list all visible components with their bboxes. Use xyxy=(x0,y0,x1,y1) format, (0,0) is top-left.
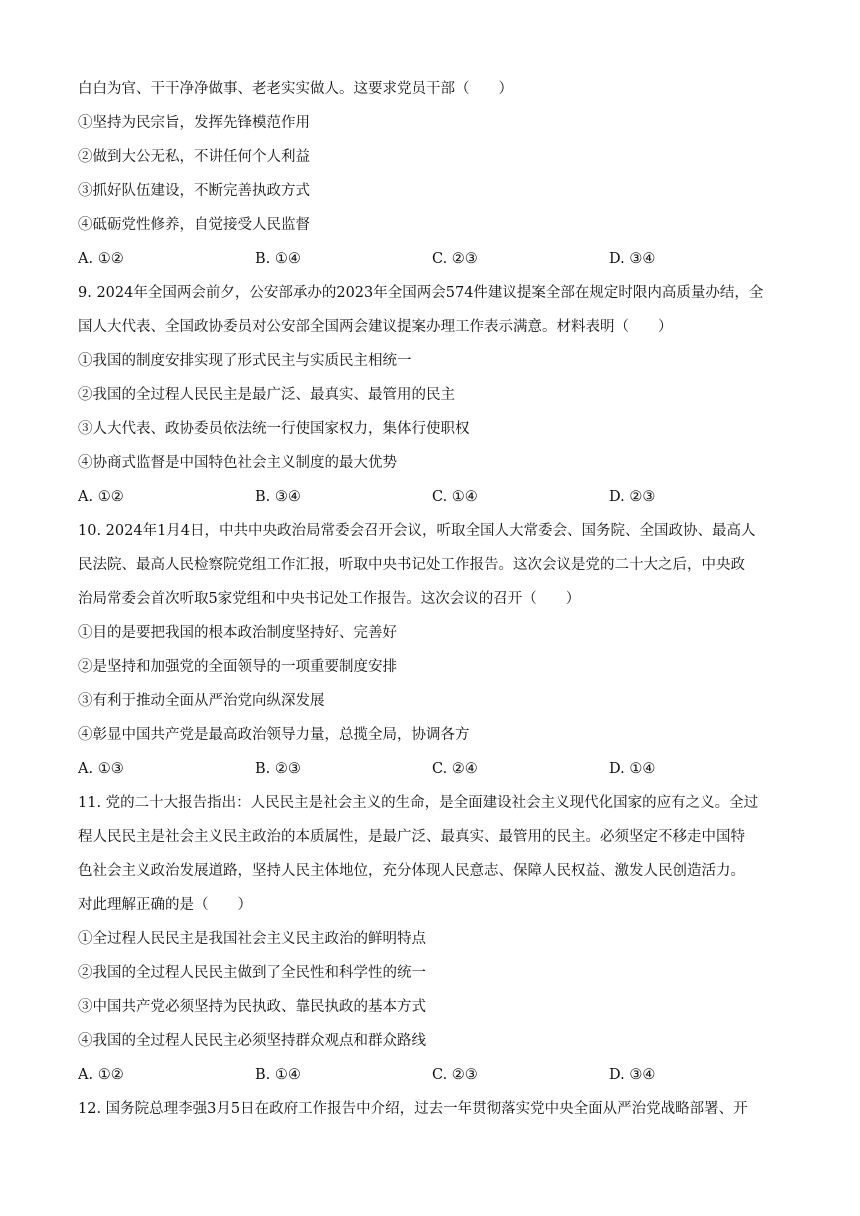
text-line: ①全过程人民民主是我国社会主义民主政治的鲜明特点 xyxy=(78,931,426,947)
text-line: ④协商式监督是中国特色社会主义制度的最大优势 xyxy=(78,455,397,471)
text-line: ①我国的制度安排实现了形式民主与实质民主相统一 xyxy=(78,353,412,369)
text-line: 治局常委会首次听取5家党组和中央书记处工作报告。这次会议的召开（ ） xyxy=(78,591,581,607)
answer-option: A. ①② xyxy=(78,251,124,267)
answer-options xyxy=(78,1058,786,1092)
answer-option: A. ①② xyxy=(78,489,124,505)
text-line: ②做到大公无私，不讲任何个人利益 xyxy=(78,149,310,165)
text-line: 对此理解正确的是（ ） xyxy=(78,897,252,913)
text-line: 9. 2024年全国两会前夕，公安部承办的2023年全国两会574件建议提案全部在规定时限内高质量办结，全 xyxy=(78,285,764,301)
text-line: ③有利于推动全面从严治党向纵深发展 xyxy=(78,693,325,709)
text-line: ③抓好队伍建设，不断完善执政方式 xyxy=(78,183,310,199)
text-line: ④彰显中国共产党是最高政治领导力量，总揽全局，协调各方 xyxy=(78,727,470,743)
answer-option: A. ①② xyxy=(78,1067,124,1083)
text-line: ②是坚持和加强党的全面领导的一项重要制度安排 xyxy=(78,659,397,675)
answer-options xyxy=(78,752,786,786)
document-page xyxy=(78,72,786,1126)
text-line: ③中国共产党必须坚持为民执政、靠民执政的基本方式 xyxy=(78,999,426,1015)
answer-option: A. ①③ xyxy=(78,761,124,777)
text-line: ④砥砺党性修养，自觉接受人民监督 xyxy=(78,217,310,233)
answer-option: D. ②③ xyxy=(609,489,656,505)
answer-option: B. ②③ xyxy=(255,761,301,777)
text-line: ①目的是要把我国的根本政治制度坚持好、完善好 xyxy=(78,625,397,641)
text-line: ②我国的全过程人民民主做到了全民性和科学性的统一 xyxy=(78,965,426,981)
answer-option: B. ①④ xyxy=(255,251,301,267)
answer-option: C. ②③ xyxy=(432,1067,478,1083)
answer-options xyxy=(78,242,786,276)
answer-option: B. ①④ xyxy=(255,1067,301,1083)
text-line: 11. 党的二十大报告指出：人民民主是社会主义的生命，是全面建设社会主义现代化国家的应有之义。全过 xyxy=(78,795,759,811)
text-line: 白白为官、干干净净做事、老老实实做人。这要求党员干部（ ） xyxy=(78,81,513,97)
answer-option: D. ①④ xyxy=(609,761,656,777)
text-line: 国人大代表、全国政协委员对公安部全国两会建议提案办理工作表示满意。材料表明（ ） xyxy=(78,319,673,335)
text-line: 色社会主义政治发展道路，坚持人民主体地位，充分体现人民意志、保障人民权益、激发人民创造活力。 xyxy=(78,863,745,879)
answer-option: C. ②③ xyxy=(432,251,478,267)
answer-option: C. ①④ xyxy=(432,489,478,505)
text-line: 程人民民主是社会主义民主政治的本质属性，是最广泛、最真实、最管用的民主。必须坚定不移走中国特 xyxy=(78,829,745,845)
text-line: ①坚持为民宗旨，发挥先锋模范作用 xyxy=(78,115,310,131)
answer-option: B. ③④ xyxy=(255,489,301,505)
text-line: 10. 2024年1月4日，中共中央政治局常委会召开会议，听取全国人大常委会、国务院、全国政协、最高人 xyxy=(78,523,756,539)
text-line: 民法院、最高人民检察院党组工作汇报，听取中央书记处工作报告。这次会议是党的二十大之后，中央政 xyxy=(78,557,745,573)
text-line: ②我国的全过程人民民主是最广泛、最真实、最管用的民主 xyxy=(78,387,455,403)
text-line: 12. 国务院总理李强3月5日在政府工作报告中介绍，过去一年贯彻落实党中央全面从严治党战略部署、开 xyxy=(78,1101,748,1117)
answer-option: D. ③④ xyxy=(609,251,656,267)
answer-options xyxy=(78,480,786,514)
text-line: ④我国的全过程人民民主必须坚持群众观点和群众路线 xyxy=(78,1033,426,1049)
answer-option: D. ③④ xyxy=(609,1067,656,1083)
answer-option: C. ②④ xyxy=(432,761,478,777)
text-line: ③人大代表、政协委员依法统一行使国家权力，集体行使职权 xyxy=(78,421,470,437)
